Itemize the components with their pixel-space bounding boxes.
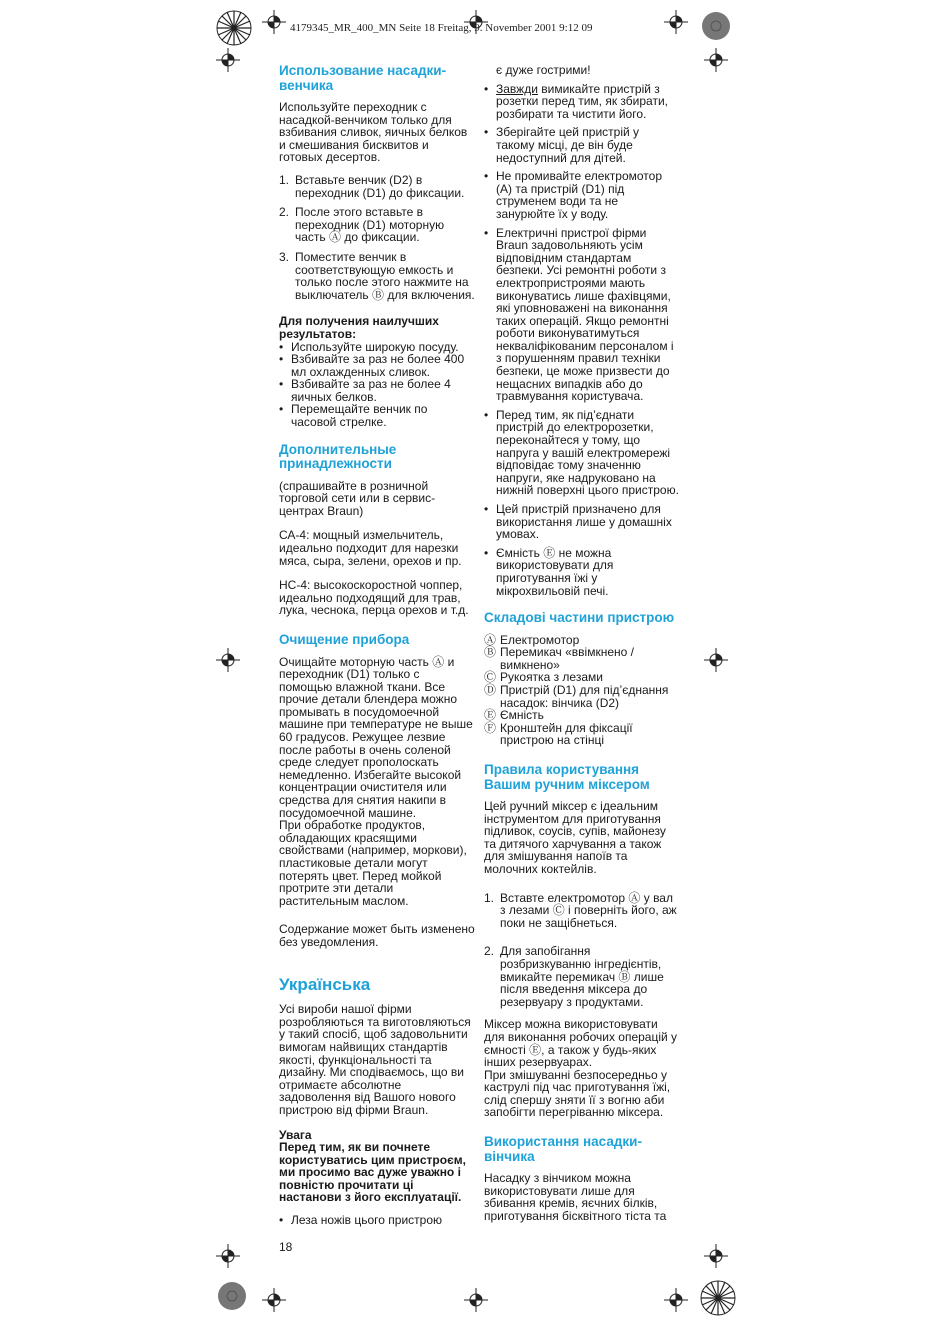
safety-list-start [279, 1214, 475, 1227]
list-item: • Леза ножів цього пристрою [279, 1214, 475, 1227]
list-item: • Завжди вимикайте пристрій з розетки перед тим, як збирати, розбирати та чистити його. [484, 83, 680, 121]
cleaning-text-2: При обработке продуктов, обладающих красящими свойствами (например, моркови), пластиковые детали могут потерять цвет. Перед мойкой протрите эти детали растительным маслом. [279, 818, 467, 908]
usage-text-2: Міксер можна використовувати для виконання робочих операцій у ємності Ⓔ, а також у будь-яких інших резервуарах. [484, 1017, 678, 1070]
list-item: 3. Поместите венчик в соответствующую емкость и только после этого нажмите на выключатель Ⓑ для включения. [279, 249, 475, 302]
list-item: Ⓔ Ємність [484, 708, 544, 723]
safety-list [484, 83, 680, 598]
crosshair-icon [664, 10, 688, 34]
list-item: • Не промивайте електромотор (A) та пристрій (D1) під струменем води та не занурюйте їх у воду. [484, 170, 680, 220]
list-item: • Перед тим, як під’єднати пристрій до електророзетки, переконайтеся у тому, що напруга у вашій електромережі відповідає тому значенню напруги, яке надруковано на нижній поверхні цього пристрою. [484, 409, 680, 497]
list-item: Ⓓ Пристрій (D1) для під’єднання насадок: вінчика (D2) [484, 683, 669, 710]
accessory-hc4: НС-4: высокоскоростной чоппер, идеально подходящий для трав, лука, чеснока, перца орехов и т.д. [279, 578, 469, 618]
warning-title: Увага [279, 1127, 312, 1142]
section-title-whisk-ua: Використання насадки-вінчика [484, 1134, 642, 1164]
section-title-whisk-ru: Использование насадки-венчика [279, 63, 447, 93]
crosshair-icon [216, 1244, 240, 1268]
accessories-note: (спрашивайте в розничной торговой сети или в сервис-центрах Braun) [279, 478, 436, 518]
list-item: • Зберігайте цей пристрій у такому місці, де він буде недоступний для дітей. [484, 126, 680, 164]
crosshair-icon [704, 648, 728, 672]
right-column [484, 64, 680, 1232]
language-title: Українська [279, 974, 371, 994]
section-title-parts: Складові частини пристрою [484, 610, 675, 626]
list-item: Ⓐ Електромотор [484, 632, 580, 647]
list-item: • Ємність Ⓔ не можна використовувати для приготування їжі у мікрохвильовій печі. [484, 547, 680, 597]
list-item: Ⓒ Рукоятка з лезами [484, 670, 603, 685]
best-results-list [279, 341, 475, 429]
crosshair-icon [262, 10, 286, 34]
ua-intro: Усі вироби нашої фірми розробляються та виготовляються у такий спосіб, щоб задовольнити вимогам найвищих стандартів якості, функціональності та дизайну. Ми сподіваємось, що ви отримаєте абсолютне задоволення від Вашого нового пристрою від фірми Braun. [279, 1002, 471, 1117]
warning-text: Перед тим, як ви почнете користуватись цим пристроєм, ми просимо вас дуже уважно і повністю прочитати ці настанови з його експлуатації. [279, 1140, 466, 1205]
whisk-intro-ua: Насадку з вінчиком можна використовувати лише для збивання кремів, яєчних білків, приготування бісквітного тіста та [484, 1171, 667, 1223]
whisk-intro-ru: Используйте переходник с насадкой-венчиком только для взбивания сливок, яичных белков и смешивания бисквитов и готовых десертов. [279, 100, 468, 165]
page-number: 18 [279, 1240, 293, 1254]
crosshair-icon [464, 1288, 488, 1312]
list-item: • Взбивайте за раз не более 400 мл охлажденных сливок. [279, 353, 475, 378]
crosshair-icon [216, 648, 240, 672]
left-column [279, 64, 475, 1237]
best-results-title: Для получения наилучших результатов: [279, 314, 439, 341]
cleaning-text-1: Очищайте моторную часть Ⓐ и переходник (D1) только с помощью влажной ткани. Все прочие детали блендера можно промывать в посудомоечной машине при температуре не выше 60 градусов. Режущее лезвие после работы в очень соленой среде следует прополоскать немедленно. Избегайте высокой концентрации очистителя или средства для снятия накипи в посудомоечной машине. [279, 654, 473, 820]
list-item: Ⓕ Кронштейн для фіксації пристрою на стінці [484, 720, 633, 748]
section-title-accessories: Дополнительные принадлежности [279, 441, 397, 472]
registration-mark-icon [214, 8, 254, 48]
list-item: 1. Вставьте венчик (D2) в переходник (D1) до фиксации. [279, 172, 465, 200]
section-title-cleaning: Очищение прибора [279, 632, 410, 647]
registration-mark-icon [698, 1278, 738, 1318]
usage-steps [484, 892, 680, 1009]
usage-intro: Цей ручний міксер є ідеальним інструментом для приготування підливок, соусів, супів, майонезу та дитячого харчування а також для змішування напоїв та молочних коктейлів. [484, 799, 666, 876]
list-item: • Взбивайте за раз не более 4 яичных белков. [279, 378, 475, 403]
usage-text-3: При змішуванні безпосередньо у каструлі під час приготування їжі, слід спершу зняти її з вогню аби запобігти перегріванню міксера. [484, 1067, 671, 1120]
disclaimer: Содержание может быть изменено без уведомления. [279, 922, 475, 949]
safety-continued: є дуже гострими! [496, 63, 591, 77]
crosshair-icon [262, 1288, 286, 1312]
color-patch-icon [214, 1278, 250, 1314]
list-item: • Перемещайте венчик по часовой стрелке. [279, 403, 475, 428]
crosshair-icon [216, 48, 240, 72]
list-item: • Используйте широкую посуду. [279, 341, 475, 354]
crosshair-icon [664, 1288, 688, 1312]
crosshair-icon [704, 48, 728, 72]
list-item: 1. Вставте електромотор Ⓐ у вал з лезами Ⓒ і поверніть його, аж поки не защібнеться. [484, 890, 677, 930]
list-item: Ⓑ Перемикач «ввімкнено / вимкнено» [484, 645, 634, 672]
section-title-usage-rules: Правила користування Вашим ручним міксером [484, 762, 650, 792]
list-item: 2. Для запобігання розбризкуванню інгредієнтів, вмикайте перемикач Ⓑ лише після введення міксера до резервуару з продуктами. [484, 944, 664, 1009]
color-patch-icon [698, 8, 734, 44]
accessory-ca4: СА-4: мощный измельчитель, идеально подходит для нарезки мяса, сыра, зелени, орехов и пр. [279, 528, 462, 568]
list-item: • Цей пристрій призначено для використання лише у домашніх умовах. [484, 503, 680, 541]
crosshair-icon [704, 1244, 728, 1268]
parts-list [484, 634, 680, 747]
print-slug: 4179345_MR_400_MN Seite 18 Freitag, 9. November 2001 9:12 09 [290, 22, 593, 34]
whisk-steps-ru [279, 174, 475, 301]
list-item: 2. После этого вставьте в переходник (D1) моторную часть Ⓐ до фиксации. [279, 205, 445, 245]
list-item: • Електричні пристрої фірми Braun задовольняють усім відповідним стандартам безпеки. Усі ремонтні роботи з електропристроями мають виконуватись лише фахівцями, які уповноважені на виконання таких операцій. Якщо ремонтні роботи виконуватимуться некваліфікованим персоналом і з порушенням правил техніки безпеки, це може призвести до нещасних випадків або до травмування користувача. [484, 227, 680, 403]
